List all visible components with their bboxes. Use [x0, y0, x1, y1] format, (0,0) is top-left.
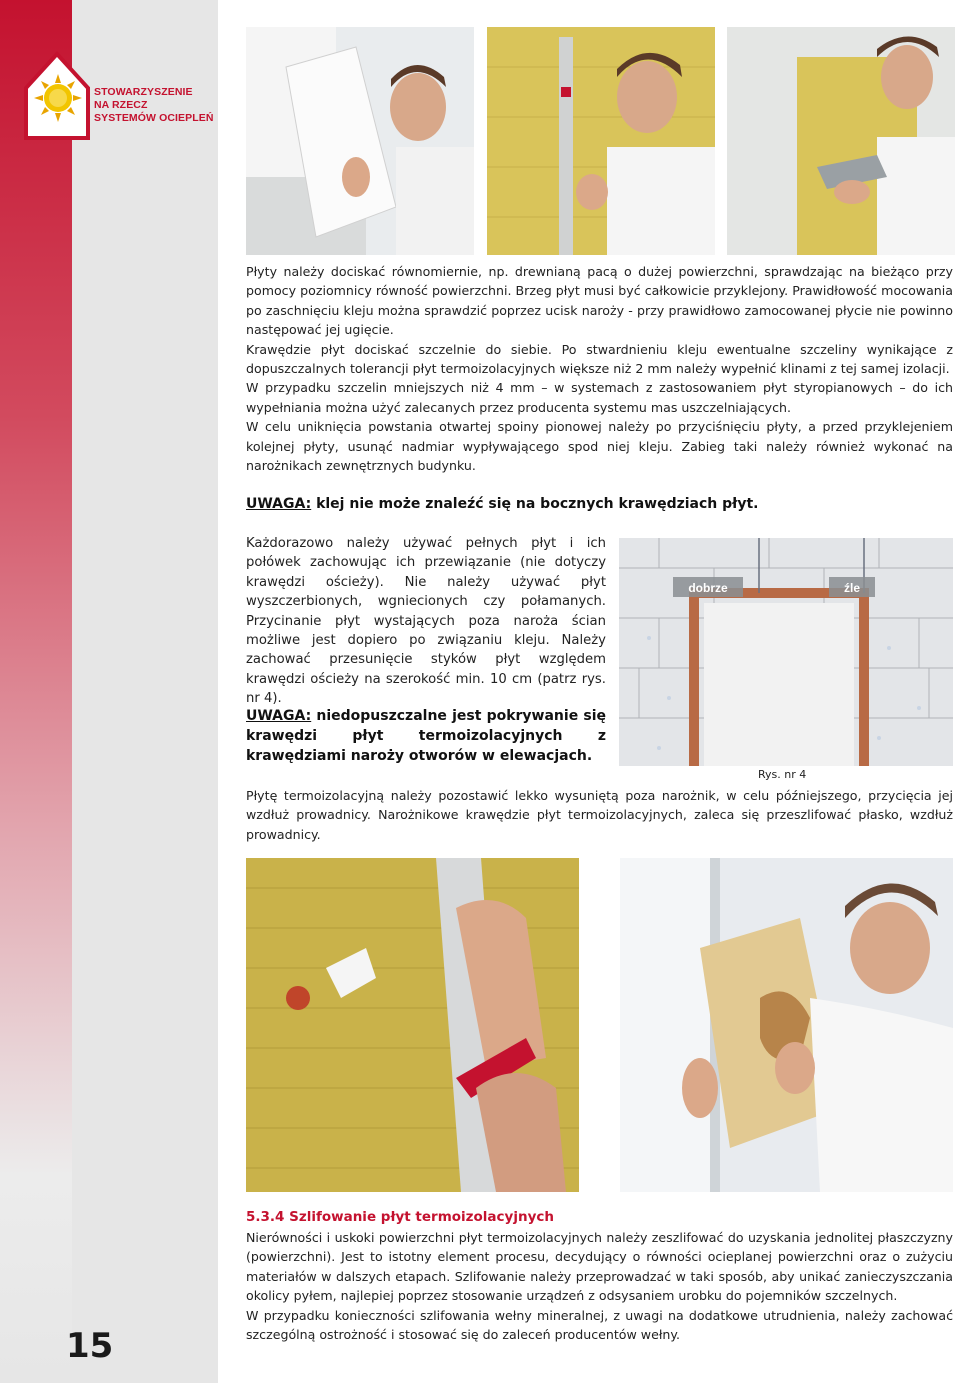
paragraph-full-boards-text: Każdorazowo należy używać pełnych płyt i ich połówek zachowując ich przewiązanie (nie dotyczy krawędzi ościeży). Nie należy używać płyt wyszczerbionych, wgniecionych czy połamanych. Przycinanie płyt wystających poza naroża ścian możliwe jest dopiero po związaniu kleju. Należy zachować przesunięcie styków płyt względem krawędzi ościeży na szerokość min. 10 cm (patrz rys. nr 4). — [246, 536, 606, 707]
paragraph-pressing: Płyty należy dociskać równomiernie, np. drewnianą pacą o dużej powierzchni, sprawdzając na bieżąco przy pomocy poziomnicy równość powierzchni. Brzeg płyt musi być całkowicie przyklejony. Prawidłowość mocowania po zaschnięciu kleju można sprawdzić poprzez ucisk naroży - przy prawidłowo zamocowanej płycie nie powinno następować jej ugięcie. — [246, 264, 953, 338]
warning-adhesive — [246, 494, 953, 514]
warning-edges — [246, 706, 606, 766]
label-bad: źle — [843, 581, 861, 595]
warning-text: niedopuszczalne jest pokrywanie się krawędzi płyt termoizolacyjnych z krawędziami naroży otworów w elewacjach. — [246, 708, 606, 764]
intro-text-block — [246, 262, 953, 475]
paragraph-full-boards — [246, 534, 606, 709]
warning-label: UWAGA: — [246, 496, 312, 512]
photo-spirit-level — [487, 27, 715, 255]
figure-caption: Rys. nr 4 — [758, 768, 807, 781]
page-number: 15 — [66, 1326, 114, 1366]
org-line-1: STOWARZYSZENIE — [94, 86, 193, 98]
sun-house-logo-icon — [22, 48, 92, 140]
sidebar — [0, 0, 218, 1383]
paragraph-corner-text: Płytę termoizolacyjną należy pozostawić lekko wysuniętą poza narożnik, w celu późniejszego, przycięcia jej wzdłuż prowadnicy. Narożnikowe krawędzie płyt termoizolacyjnych, zaleca się przeszlifować płasko, wzdłuż prowadnicy. — [246, 788, 953, 842]
org-line-2: NA RZECZ — [94, 99, 148, 111]
paragraph-wool-caution: W przypadku konieczności szlifowania wełny mineralnej, z uwagi na dodatkowe utrudnienia, należy zachować szczególną ostrożność i stosować się do zaleceń producentów wełny. — [246, 1307, 953, 1343]
paragraph-corner — [246, 786, 953, 844]
paragraph-sanding: Nierówności i uskoki powierzchni płyt termoizolacyjnych należy zeszlifować do uzyskania jednolitej płaszczyzny (powierzchni). Jest to istotny element procesu, decydujący o równości ocieplanej powierzchni oraz o zużyciu materiałów w dalszych etapach. Szlifowanie należy przeprowadzać w taki sposób, aby unikać zanieczyszczania okolicy pyłem, najlepiej poprzez stosowanie urządzeń z odsysaniem urobku do pojemników szczelnych. — [246, 1230, 953, 1304]
paragraph-joints: W celu uniknięcia powstania otwartej spoiny pionowej należy po przyciśnięciu płyty, a przed przyklejeniem kolejnej płyty, usunąć nadmiar wypływającego spod niej kleju. Zabieg taki należy również wykonać na narożnikach zewnętrznych budynku. — [246, 419, 953, 474]
paragraph-gaps: W przypadku szczelin mniejszych niż 4 mm – w systemach z zastosowaniem płyt styropianowych – do ich wypełniania można użyć zalecanych przez producenta systemu mas uszczelniających. — [246, 380, 953, 415]
photo-pressing-board — [246, 27, 474, 255]
paragraph-edges: Krawędzie płyt dociskać szczelnie do siebie. Po stwardnieniu kleju ewentualne szczeliny wynikające z dopuszczalnych tolerancji płyt termoizolacyjnych większe niż 2 mm należy wypełnić klinami z tej samej izolacji. — [246, 341, 953, 377]
section-heading: 5.3.4 Szlifowanie płyt termoizolacyjnych — [246, 1209, 554, 1225]
red-gradient-band — [0, 0, 72, 1383]
photo-sanding-board — [620, 858, 953, 1192]
photo-cutting-wool — [246, 858, 579, 1192]
organization-name — [94, 86, 214, 125]
section-text-block — [246, 1228, 953, 1344]
figure-4-diagram — [619, 538, 953, 766]
label-good: dobrze — [688, 581, 728, 595]
org-line-3: SYSTEMÓW OCIEPLEŃ — [94, 112, 214, 124]
photo-trowel-wool — [727, 27, 955, 255]
warning-label: UWAGA: — [246, 708, 312, 724]
warning-text: klej nie może znaleźć się na bocznych krawędziach płyt. — [311, 496, 759, 512]
